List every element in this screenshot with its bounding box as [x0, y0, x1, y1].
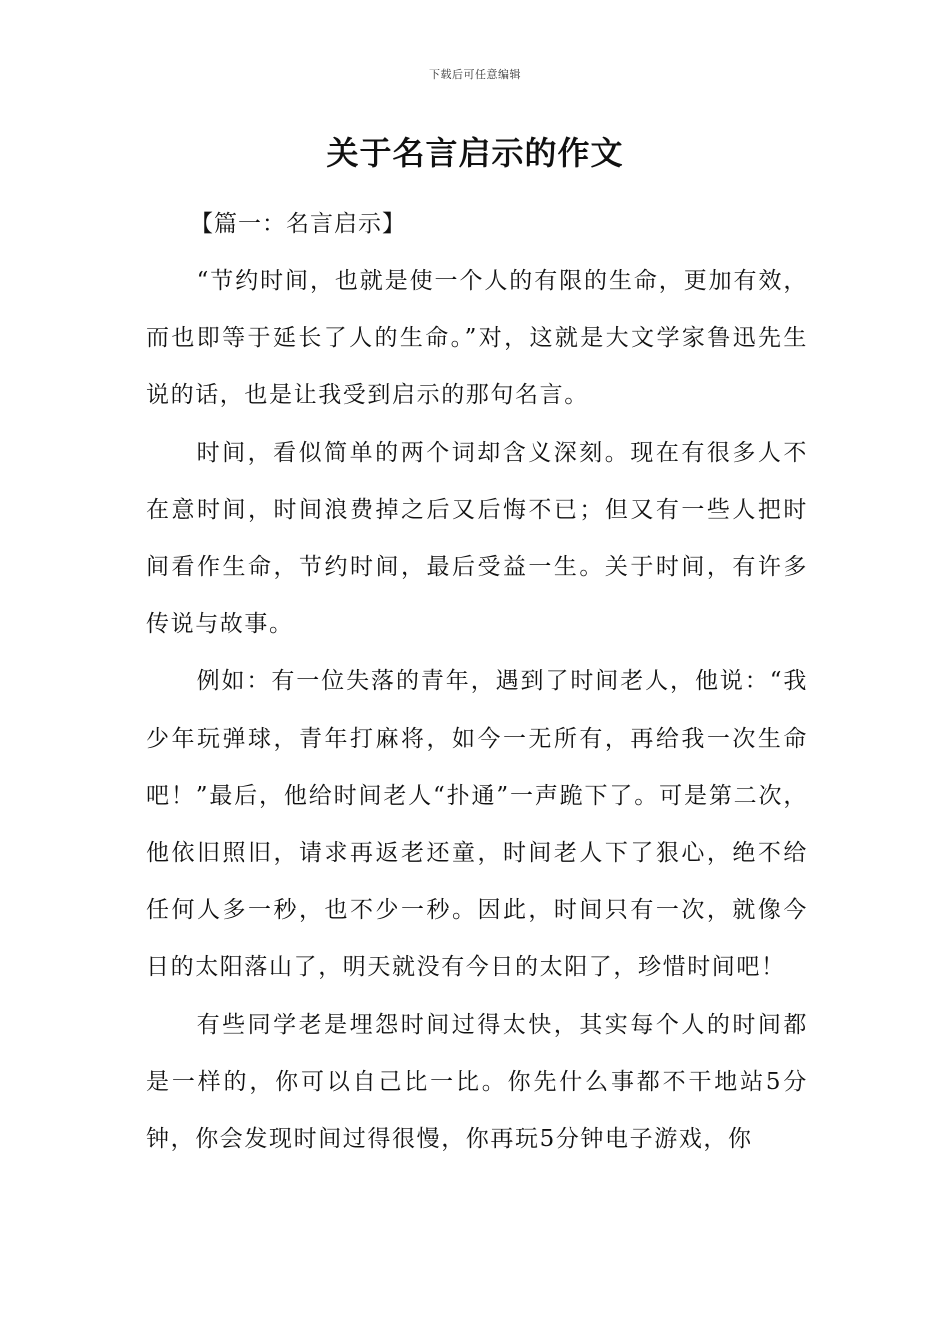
paragraph-4: 有些同学老是埋怨时间过得太快，其实每个人的时间都是一样的，你可以自己比一比。你先什么事都不干地站5分钟，你会发现时间过得很慢，你再玩5分钟电子游戏，你 [146, 1011, 808, 1153]
paragraph-2: 时间，看似简单的两个词却含义深刻。现在有很多人不在意时间，时间浪费掉之后又后悔不已；但又有一些人把时间看作生命，节约时间，最后受益一生。关于时间，有许多传说与故事。 [146, 439, 808, 638]
document-title: 关于名言启示的作文 [326, 134, 624, 172]
paragraph-1: “节约时间，也就是使一个人的有限的生命，更加有效，而也即等于延长了人的生命。”对，这就是大文学家鲁迅先生说的话，也是让我受到启示的那句名言。 [146, 268, 808, 409]
header-note: 下载后可任意编辑 [429, 68, 521, 81]
paragraph-3: 例如：有一位失落的青年，遇到了时间老人，他说：“我少年玩弹球，青年打麻将，如今一无所有，再给我一次生命吧！”最后，他给时间老人“扑通”一声跪下了。可是第二次，他依旧照旧，请求再返老还童，时间老人下了狠心，绝不给任何人多一秒，也不少一秒。因此，时间只有一次，就像今日的太阳落山了，明天就没有今日的太阳了，珍惜时间吧！ [146, 668, 808, 981]
section-heading: 【篇一：名言启示】 [190, 211, 406, 237]
document-body [146, 195, 808, 1168]
